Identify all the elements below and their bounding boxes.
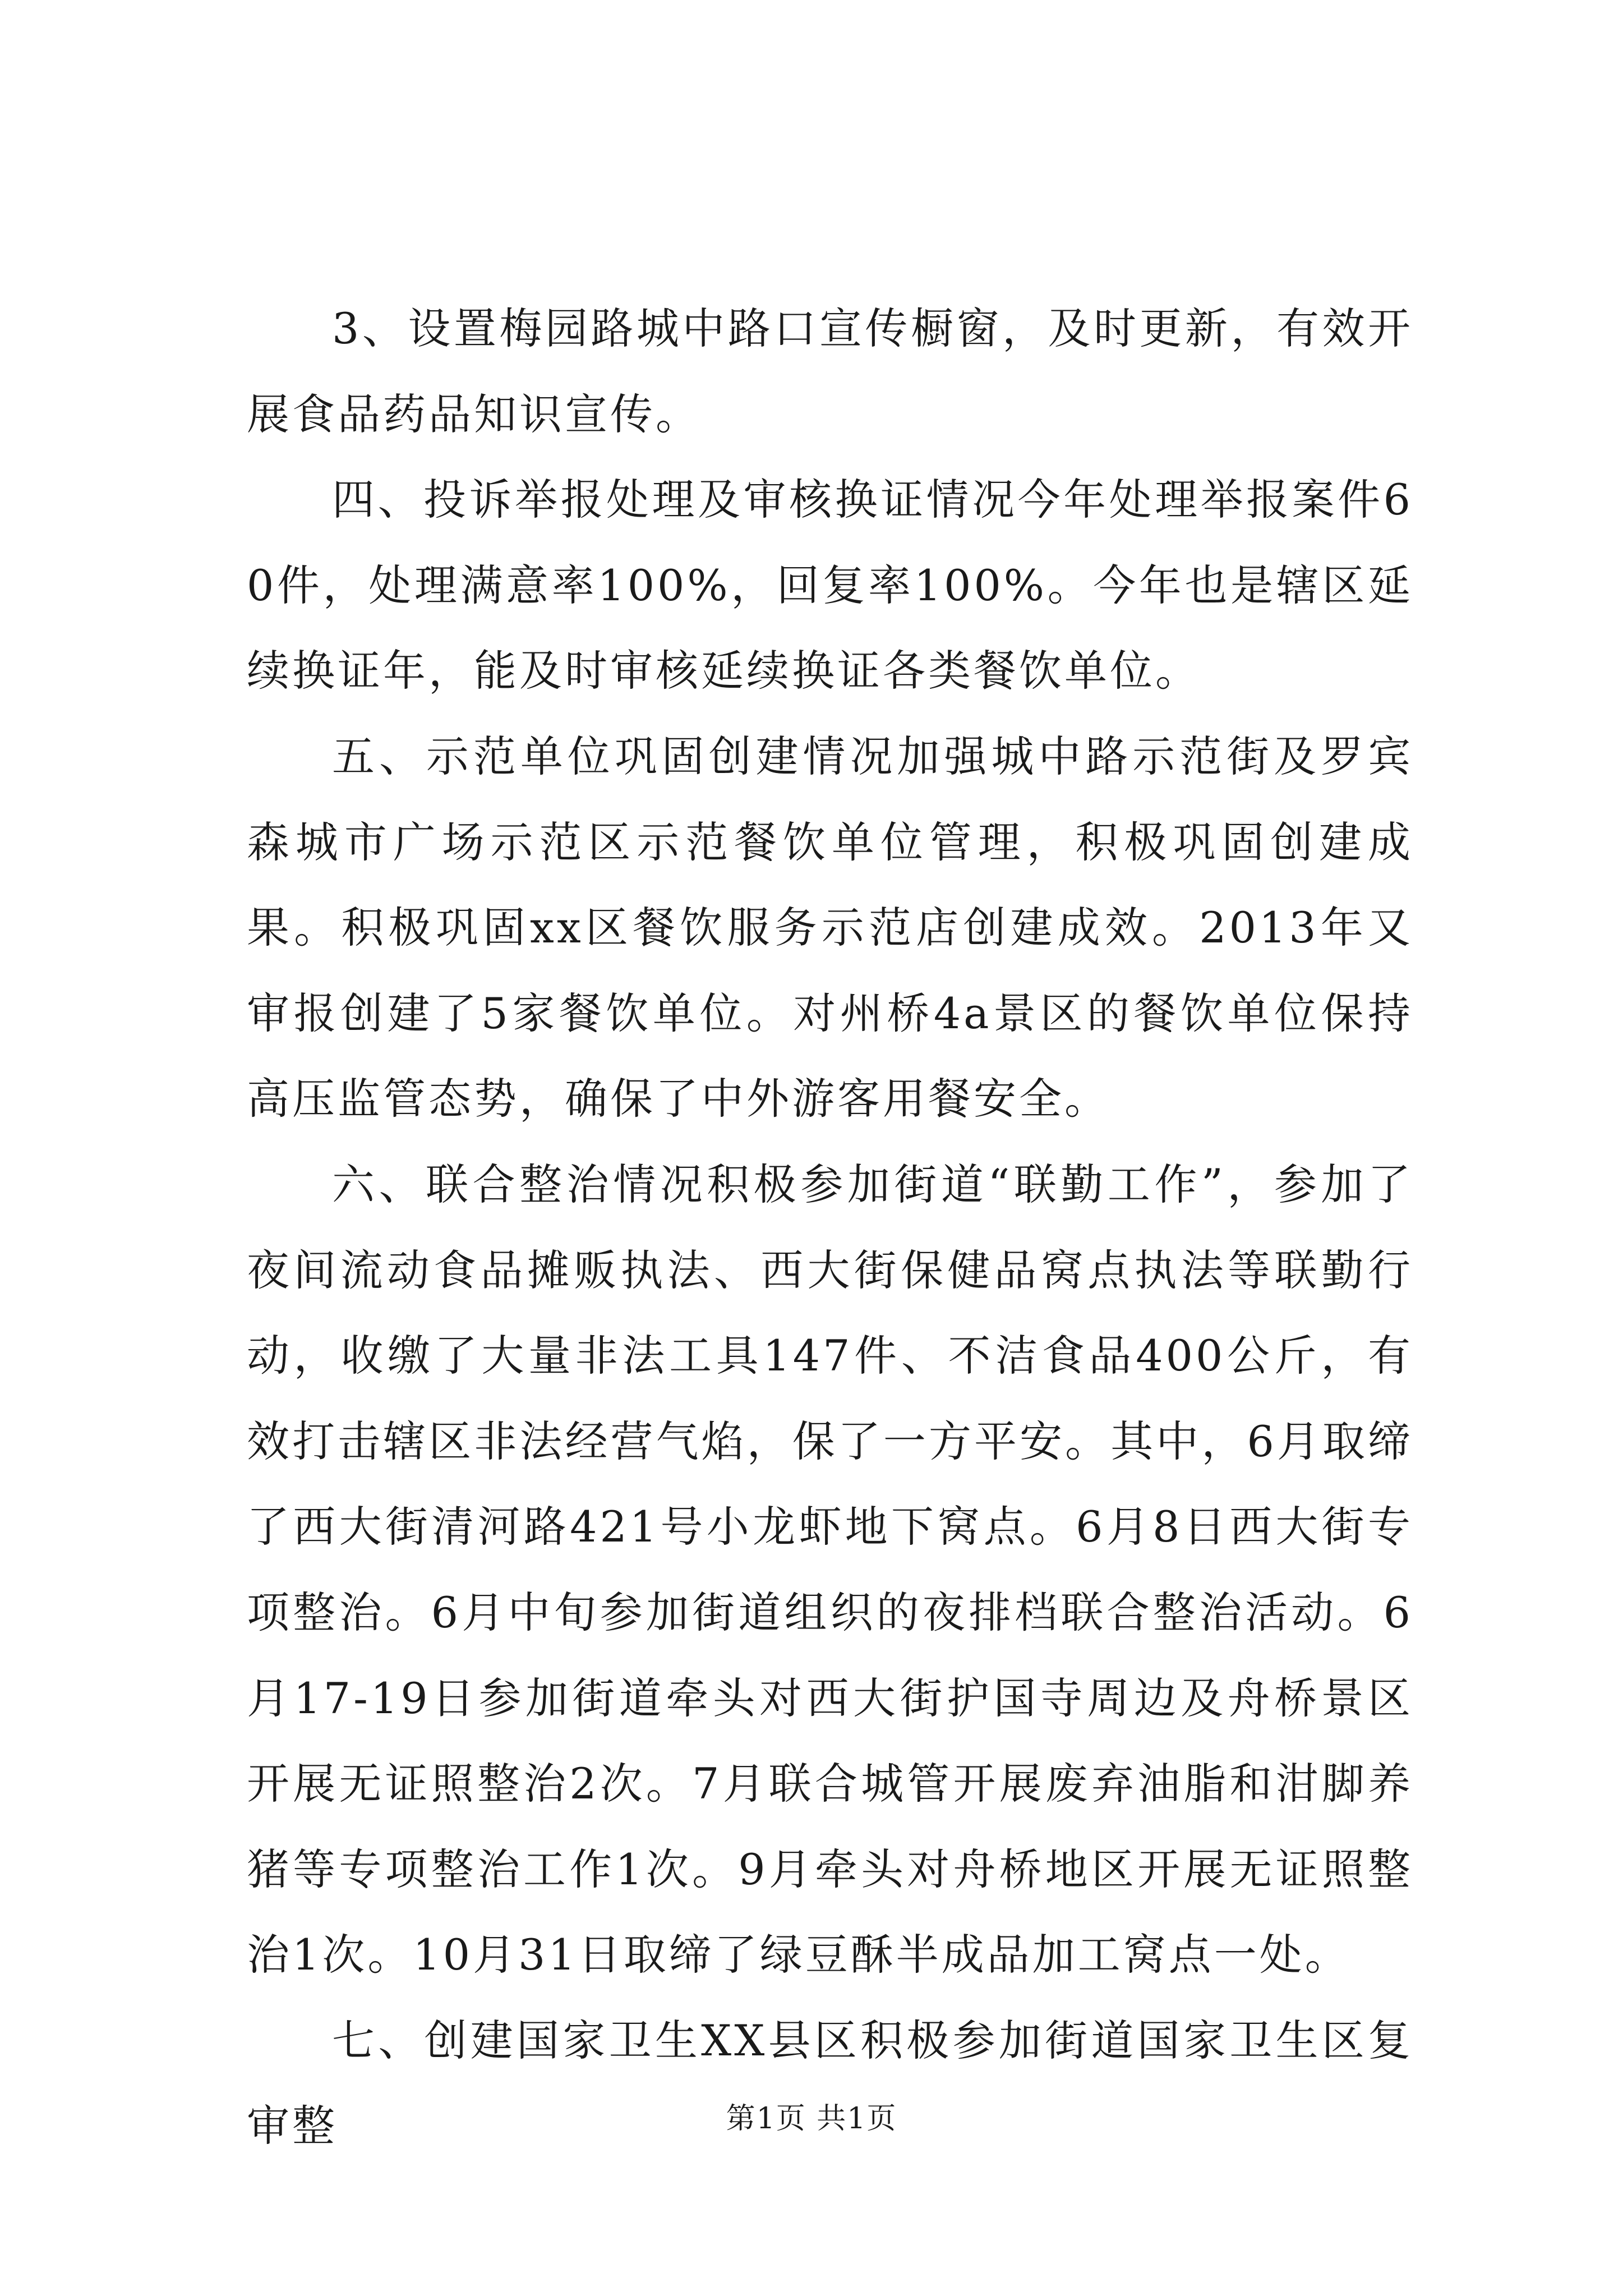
paragraph-item-3: 3、设置梅园路城中路口宣传橱窗，及时更新，有效开展食品药品知识宣传。	[247, 303, 1413, 439]
paragraph-complaint-handling: 四、投诉举报处理及审核换证情况今年处理举报案件60件，处理满意率100%，回复率100%。今年也是辖区延续换证年，能及时审核延续换证各类餐饮单位。	[247, 475, 1413, 696]
document-body	[247, 286, 1413, 2169]
page-footer: 第1页 共1页	[726, 2102, 897, 2136]
paragraph-national-sanitation: 七、创建国家卫生XX县区积极参加街道国家卫生区复审整	[247, 2015, 1413, 2151]
paragraph-joint-rectification: 六、联合整治情况积极参加街道“联勤工作”，参加了夜间流动食品摊贩执法、西大街保健品窝点执法等联勤行动，收缴了大量非法工具147件、不洁食品400公斤，有效打击辖区非法经营气焰，保了一方平安。其中，6月取缔了西大街清河路421号小龙虾地下窝点。6月8日西大街专项整治。6月中旬参加街道组织的夜排档联合整治活动。6月17-19日参加街道牵头对西大街护国寺周边及舟桥景区开展无证照整治2次。7月联合城管开展废弃油脂和泔脚养猪等专项整治工作1次。9月牵头对舟桥地区开展无证照整治1次。10月31日取缔了绿豆酥半成品加工窝点一处。	[247, 1159, 1413, 1980]
paragraph-demonstration-units: 五、示范单位巩固创建情况加强城中路示范街及罗宾森城市广场示范区示范餐饮单位管理，积极巩固创建成果。积极巩固xx区餐饮服务示范店创建成效。2013年又审报创建了5家餐饮单位。对州桥4a景区的餐饮单位保持高压监管态势，确保了中外游客用餐安全。	[247, 731, 1413, 1124]
